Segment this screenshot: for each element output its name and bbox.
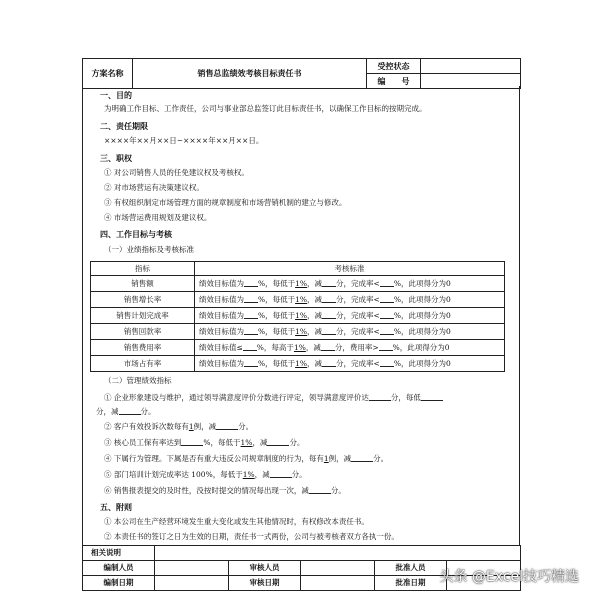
kpi-table-header bbox=[91, 262, 505, 276]
mgmt-item-3: ③ 核心员工保有率达到 %，每低于1%，减 分。 bbox=[104, 438, 305, 447]
mgmt-item-1: ① 企业形象建设与维护，通过领导满意度评价分数进行评定，领导满意度评价达 分，每低 bbox=[104, 392, 443, 403]
table-row bbox=[91, 276, 505, 292]
related-label: 相关说明 bbox=[83, 546, 155, 561]
indicator-name: 销售费用率 bbox=[91, 340, 195, 356]
header-table bbox=[82, 58, 521, 89]
indicator-standard: 绩效目标值为 %，每低于1%，减 分，完成率< %，此项得分为0 bbox=[195, 292, 505, 308]
mgmt-item-6: ⑥ 销售报表提交的及时性，没按时提交的情况每出现一次，减 分。 bbox=[104, 486, 346, 495]
editor-label: 编制人员 bbox=[83, 561, 155, 576]
indicator-name: 销售增长率 bbox=[91, 292, 195, 308]
review-date-value[interactable] bbox=[301, 576, 375, 591]
indicator-name: 销售回款率 bbox=[91, 324, 195, 340]
purpose-title: 一、目的 bbox=[100, 90, 132, 100]
blank-field[interactable] bbox=[216, 421, 238, 430]
blank-field[interactable] bbox=[322, 326, 336, 335]
mgmt-subtitle: （二）管理绩效指标 bbox=[104, 376, 172, 385]
blank-field[interactable] bbox=[380, 358, 394, 367]
blank-field[interactable] bbox=[244, 310, 258, 319]
appendix-item: ① 本公司在生产经营环境发生重大变化或发生其他情况时，有权修改本责任书。 bbox=[104, 517, 369, 526]
table-row bbox=[91, 324, 505, 340]
table-row bbox=[91, 340, 505, 356]
blank-field[interactable] bbox=[322, 358, 336, 367]
duty-item: ③ 有权组织制定市场管理方面的规章制度和市场营销机制的建立与修改。 bbox=[104, 198, 347, 207]
mgmt-item-1-cont: 分，减 分。 bbox=[96, 407, 156, 416]
col-indicator: 指标 bbox=[91, 262, 195, 276]
plan-name-label: 方案名称 bbox=[83, 59, 133, 89]
indicator-name: 销售额 bbox=[91, 276, 195, 292]
blank-field[interactable] bbox=[351, 453, 373, 462]
table-row bbox=[91, 356, 505, 372]
indicator-standard: 绩效目标值为 %，每低于1%，减 分，完成率< %，此项得分为0 bbox=[195, 308, 505, 324]
target-title: 四、工作目标与考核 bbox=[100, 229, 172, 239]
table-row bbox=[91, 308, 505, 324]
blank-field[interactable] bbox=[380, 326, 394, 335]
approver-label: 批准人员 bbox=[375, 561, 447, 576]
related-value[interactable] bbox=[155, 546, 521, 561]
indicator-name: 销售计划完成率 bbox=[91, 308, 195, 324]
blank-field[interactable] bbox=[270, 469, 292, 478]
table-row bbox=[91, 292, 505, 308]
kpi-table bbox=[90, 261, 505, 372]
period-title: 二、责任期限 bbox=[100, 121, 148, 131]
editor-value[interactable] bbox=[155, 561, 229, 576]
watermark: 头条 @Excel技巧精选 bbox=[439, 569, 579, 585]
duty-item: ④ 市场营运费用规划及建议权。 bbox=[104, 213, 212, 222]
duty-item: ① 对公司销售人员的任免建议权及考核权。 bbox=[104, 168, 249, 177]
blank-field[interactable] bbox=[322, 310, 336, 319]
purpose-text: 为明确工作目标、工作责任，公司与事业部总监签订此目标责任书，以确保工作目标的按期完成。 bbox=[104, 104, 427, 113]
blank-field[interactable] bbox=[379, 342, 393, 351]
edit-date-value[interactable] bbox=[155, 576, 229, 591]
blank-field[interactable] bbox=[322, 294, 336, 303]
blank-field[interactable] bbox=[119, 406, 141, 415]
blank-field[interactable] bbox=[322, 278, 336, 287]
indicator-name: 市场占有率 bbox=[91, 356, 195, 372]
blank-field[interactable] bbox=[267, 437, 289, 446]
appendix-item: ② 本责任书的签订之日为生效的日期，责任书一式两份，公司与被考核者双方各执一份。 bbox=[104, 532, 399, 541]
period-text: ××××年××月××日~××××年××月××日。 bbox=[104, 136, 264, 145]
blank-field[interactable] bbox=[321, 342, 335, 351]
blank-field[interactable] bbox=[380, 294, 394, 303]
duty-item: ② 对市场营运有决策建议权。 bbox=[104, 183, 204, 192]
blank-field[interactable] bbox=[369, 392, 391, 401]
blank-field[interactable] bbox=[244, 278, 258, 287]
blank-field[interactable] bbox=[380, 310, 394, 319]
mgmt-item-2: ② 客户有效投诉次数每有1例，减 分。 bbox=[104, 422, 254, 431]
blank-field[interactable] bbox=[244, 326, 258, 335]
kpi-subtitle: （一）业绩指标及考核标准 bbox=[104, 245, 194, 254]
duty-title: 三、职权 bbox=[100, 153, 132, 163]
number-label: 编 号 bbox=[367, 74, 421, 89]
blank-field[interactable] bbox=[244, 358, 258, 367]
blank-field[interactable] bbox=[309, 485, 331, 494]
mgmt-item-4: ④ 下属行为管理。下属是否有重大违反公司规章制度的行为，每有1例，减 分。 bbox=[104, 454, 389, 463]
indicator-standard: 绩效目标值为 %，每低于1%，减 分，完成率< %，此项得分为0 bbox=[195, 356, 505, 372]
col-standard: 考核标准 bbox=[195, 262, 505, 276]
blank-field[interactable] bbox=[181, 437, 203, 446]
indicator-standard: 绩效目标值≤ %，每高于1%，减 分，费用率> %，此项得分为0 bbox=[195, 340, 505, 356]
reviewer-label: 审核人员 bbox=[229, 561, 301, 576]
mgmt-item-5: ⑤ 部门培训计划完成率达 100%，每低于1%，减 分。 bbox=[104, 470, 307, 479]
blank-field[interactable] bbox=[243, 342, 257, 351]
review-date-label: 审核日期 bbox=[229, 576, 301, 591]
approve-date-label: 批准日期 bbox=[375, 576, 447, 591]
indicator-standard: 绩效目标值为 %，每低于1%，减 分，完成率< %，此项得分为0 bbox=[195, 276, 505, 292]
indicator-standard: 绩效目标值为 %，每低于1%，减 分，完成率< %，此项得分为0 bbox=[195, 324, 505, 340]
blank-field[interactable] bbox=[244, 294, 258, 303]
reviewer-value[interactable] bbox=[301, 561, 375, 576]
blank-field[interactable] bbox=[421, 392, 443, 401]
appendix-title: 五、附则 bbox=[100, 502, 132, 512]
control-status-value[interactable] bbox=[421, 59, 521, 74]
edit-date-label: 编制日期 bbox=[83, 576, 155, 591]
control-status-label: 受控状态 bbox=[367, 59, 421, 74]
blank-field[interactable] bbox=[380, 278, 394, 287]
document-title: 销售总监绩效考核目标责任书 bbox=[133, 59, 367, 89]
